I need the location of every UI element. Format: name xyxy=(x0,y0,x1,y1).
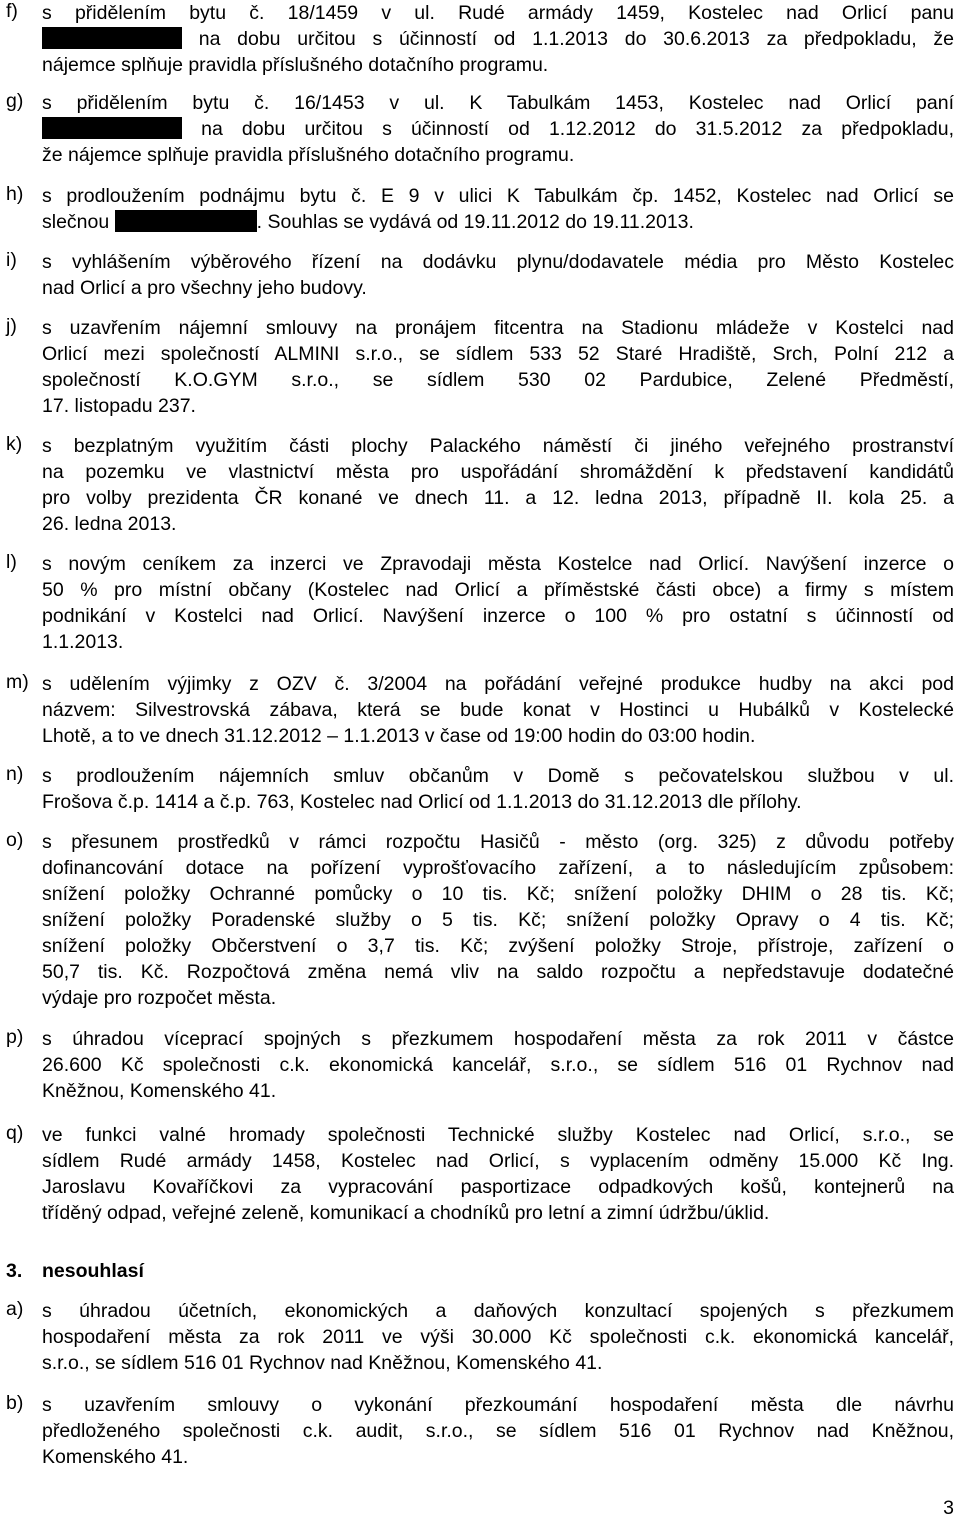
item-label: p) xyxy=(6,1026,24,1048)
item-line: 50 % pro místní občany (Kostelec nad Orlicí a příměstské části obce) a firmy s místem xyxy=(42,579,954,601)
item-line: s prodloužením nájemních smluv občanům v Domě s pečovatelskou službou v ul. xyxy=(42,765,954,787)
item-line: snížení položky Ochranné pomůcky o 10 tis. Kč; snížení položky DHIM o 28 tis. Kč; xyxy=(42,883,954,905)
item-line: Orlicí mezi společností ALMINI s.r.o., se sídlem 533 52 Staré Hradiště, Srch, Polní 212 a xyxy=(42,343,954,365)
item-line: názvem: Silvestrovská zábava, která se bude konat v Hostinci u Hubálků v Kostelecké xyxy=(42,699,954,721)
item-label: a) xyxy=(6,1298,24,1320)
page-number: 3 xyxy=(943,1497,954,1519)
item-label: i) xyxy=(6,249,17,271)
item-label: h) xyxy=(6,183,24,205)
section-heading xyxy=(6,1260,144,1283)
item-label: n) xyxy=(6,763,24,785)
item-label: j) xyxy=(6,315,17,337)
item-line: podnikání v Kostelci nad Orlicí. Navýšení inzerce o 100 % pro ostatní s účinností od xyxy=(42,605,954,627)
item-line: na dobu určitou s účinností od 1.1.2013 do 30.6.2013 za předpokladu, že xyxy=(42,26,954,52)
item-line: snížení položky Občerstvení o 3,7 tis. Kč; zvýšení položky Stroje, přístroje, zařízení o xyxy=(42,935,954,957)
item-line: s přidělením bytu č. 16/1453 v ul. K Tabulkám 1453, Kostelec nad Orlicí paní xyxy=(42,92,954,114)
item-line: s prodloužením podnájmu bytu č. E 9 v ulici K Tabulkám čp. 1452, Kostelec nad Orlicí se xyxy=(42,185,954,207)
item-line: nad Orlicí a pro všechny jeho budovy. xyxy=(42,277,367,299)
item-line: na dobu určitou s účinností od 1.12.2012 do 31.5.2012 za předpokladu, xyxy=(42,116,954,142)
item-line: s přidělením bytu č. 18/1459 v ul. Rudé armády 1459, Kostelec nad Orlicí panu xyxy=(42,2,954,24)
item-line: Jaroslavu Kovaříčkovi za vypracování pasportizace odpadkových košů, kontejnerů na xyxy=(42,1176,954,1198)
item-line: 17. listopadu 237. xyxy=(42,395,196,417)
item-line: s udělením výjimky z OZV č. 3/2004 na pořádání veřejné produkce hudby na akci pod xyxy=(42,673,954,695)
section-number: 3. xyxy=(6,1260,23,1282)
item-line: výdaje pro rozpočet města. xyxy=(42,987,277,1009)
item-line: s uzavřením smlouvy o vykonání přezkoumání hospodaření města dle návrhu xyxy=(42,1394,954,1416)
item-line: 26.600 Kč společnosti c.k. ekonomická kancelář, s.r.o., se sídlem 516 01 Rychnov nad xyxy=(42,1054,954,1076)
section-title: nesouhlasí xyxy=(42,1260,144,1282)
item-line: s přesunem prostředků v rámci rozpočtu Hasičů - město (org. 325) z důvodu potřeby xyxy=(42,831,954,853)
redacted-name xyxy=(42,27,182,49)
item-label: g) xyxy=(6,90,24,112)
item-line: s.r.o., se sídlem 516 01 Rychnov nad Kněžnou, Komenského 41. xyxy=(42,1352,603,1374)
item-line: hospodaření města za rok 2011 ve výši 30.000 Kč společnosti c.k. ekonomická kancelář, xyxy=(42,1326,954,1348)
item-line: s novým ceníkem za inzerci ve Zpravodaji města Kostelce nad Orlicí. Navýšení inzerce o xyxy=(42,553,954,575)
item-line: slečnou . Souhlas se vydává od 19.11.2012 do 19.11.2013. xyxy=(42,211,694,233)
item-line: 1.1.2013. xyxy=(42,631,124,653)
item-line: Lhotě, a to ve dnech 31.12.2012 – 1.1.2013 v čase od 19:00 hodin do 03:00 hodin. xyxy=(42,725,756,747)
item-line: tříděný odpad, veřejné zeleně, komunikací a chodníků pro letní a zimní údržbu/úklid. xyxy=(42,1202,770,1224)
redacted-name xyxy=(42,117,182,139)
item-line: na pozemku ve vlastnictví města pro uspořádání shromáždění k představení kandidátů xyxy=(42,461,954,483)
redacted-name xyxy=(115,210,257,232)
item-label: m) xyxy=(6,671,29,693)
item-line: snížení položky Poradenské služby o 5 tis. Kč; snížení položky Opravy o 4 tis. Kč; xyxy=(42,909,954,931)
item-label: f) xyxy=(6,0,18,22)
item-line: pro volby prezidenta ČR konané ve dnech 11. a 12. ledna 2013, případně II. kola 25. a xyxy=(42,487,954,509)
item-line: s úhradou víceprací spojných s přezkumem hospodaření města za rok 2011 v částce xyxy=(42,1028,954,1050)
item-label: k) xyxy=(6,433,23,455)
item-line: dofinancování dotace na pořízení vyprošťovacího zařízení, a to následujícím způsobem: xyxy=(42,857,954,879)
item-line: společností K.O.GYM s.r.o., se sídlem 530 02 Pardubice, Zelené Předměstí, xyxy=(42,369,954,391)
item-line: 26. ledna 2013. xyxy=(42,513,177,535)
item-line: Kněžnou, Komenského 41. xyxy=(42,1080,277,1102)
item-line: ve funkci valné hromady společnosti Technické služby Kostelec nad Orlicí, s.r.o., se xyxy=(42,1124,954,1146)
item-label: l) xyxy=(6,551,17,573)
item-line: že nájemce splňuje pravidla příslušného dotačního programu. xyxy=(42,144,575,166)
item-line: Komenského 41. xyxy=(42,1446,189,1468)
item-line: s vyhlášením výběrového řízení na dodávku plynu/dodavatele média pro Město Kostelec xyxy=(42,251,954,273)
item-line: nájemce splňuje pravidla příslušného dotačního programu. xyxy=(42,54,549,76)
item-label: b) xyxy=(6,1392,24,1414)
item-label: o) xyxy=(6,829,24,851)
item-line: 50,7 tis. Kč. Rozpočtová změna nemá vliv na saldo rozpočtu a nepředstavuje dodatečné xyxy=(42,961,954,983)
item-label: q) xyxy=(6,1122,24,1144)
item-line: s bezplatným využitím části plochy Palackého náměstí či jiného veřejného prostranství xyxy=(42,435,954,457)
item-line: Frošova č.p. 1414 a č.p. 763, Kostelec nad Orlicí od 1.1.2013 do 31.12.2013 dle přílohy. xyxy=(42,791,802,813)
item-line: předloženého společnosti c.k. audit, s.r.o., se sídlem 516 01 Rychnov nad Kněžnou, xyxy=(42,1420,954,1442)
item-line: s úhradou účetních, ekonomických a daňových konzultací spojených s přezkumem xyxy=(42,1300,954,1322)
item-line: s uzavřením nájemní smlouvy na pronájem fitcentra na Stadionu mládeže v Kostelci nad xyxy=(42,317,954,339)
item-line: sídlem Rudé armády 1458, Kostelec nad Orlicí, s vyplacením odměny 15.000 Kč Ing. xyxy=(42,1150,954,1172)
